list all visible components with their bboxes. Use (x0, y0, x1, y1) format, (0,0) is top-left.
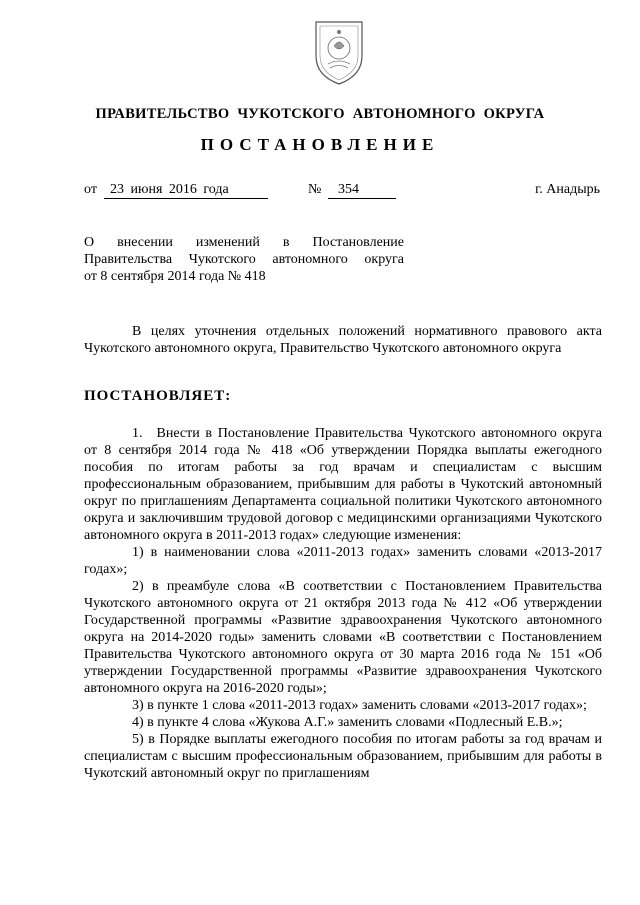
coat-of-arms-emblem (310, 18, 368, 86)
item-1-number: 1. (132, 426, 143, 441)
document-type-title: ПОСТАНОВЛЕНИЕ (200, 135, 440, 154)
resolves-heading: ПОСТАНОВЛЯЕТ: (84, 388, 232, 404)
item-1-text: Внести в Постановление Правительства Чукотского автономного округа от 8 сентября 2014 года № 418 «Об утверждении Порядка выплаты ежегодного пособия по итогам работы за год врачам и специалистам с высшим профессиональным образованием, прибывшим для работы в Чукотский автономный округ по приглашениям Департамента социальной политики Чукотского автономного округа и заключившим трудовой договор с медицинскими организациями Чукотского автономного округа в 2011-2013 годах» следующие изменения: (84, 426, 602, 543)
subitem-1: 1) в наименовании слова «2011-2013 годах» заменить словами «2013-2017 годах»; (84, 545, 602, 577)
subject-line: О внесении изменений в Постановление (84, 235, 404, 250)
preamble-paragraph: В целях уточнения отдельных положений нормативного правового акта Чукотского автономного округа, Правительство Чукотского автономного округа (84, 324, 602, 356)
government-title: ПРАВИТЕЛЬСТВО ЧУКОТСКОГО АВТОНОМНОГО ОКРУГА (95, 106, 545, 122)
document-number: 354 (328, 181, 396, 199)
document-subject (84, 234, 404, 285)
subitem-5: 5) в Порядке выплаты ежегодного пособия по итогам работы за год врачам и специалистам с высшим профессиональным образованием, прибывшим для работы в Чукотский автономный округ по приглашениям (84, 732, 602, 781)
subject-line: Правительства Чукотского автономного округа (84, 252, 404, 267)
item-1-paragraph (84, 425, 602, 544)
document-date: 23 июня 2016 года (104, 181, 268, 199)
document-body (84, 425, 602, 782)
document-city: г. Анадырь (535, 182, 600, 197)
subject-line: от 8 сентября 2014 года № 418 (84, 269, 266, 284)
subitem-4: 4) в пункте 4 слова «Жукова А.Г.» заменить словами «Подлесный Е.В.»; (132, 715, 563, 730)
date-label: от (84, 182, 97, 197)
subitem-3: 3) в пункте 1 слова «2011-2013 годах» заменить словами «2013-2017 годах»; (132, 698, 587, 713)
number-label: № (308, 182, 322, 197)
subitem-2: 2) в преамбуле слова «В соответствии с Постановлением Правительства Чукотского автономного округа от 21 октября 2013 года № 412 «Об утверждении Государственной программы «Развитие здравоохранения Чукотского автономного округа на 2014-2020 годы» заменить словами «В соответствии с Постановлением Правительства Чукотского автономного округа от 30 марта 2016 года № 151 «Об утверждении Государственной программы «Развитие здравоохранения Чукотского автономного округа на 2016-2020 годы»; (84, 579, 602, 696)
